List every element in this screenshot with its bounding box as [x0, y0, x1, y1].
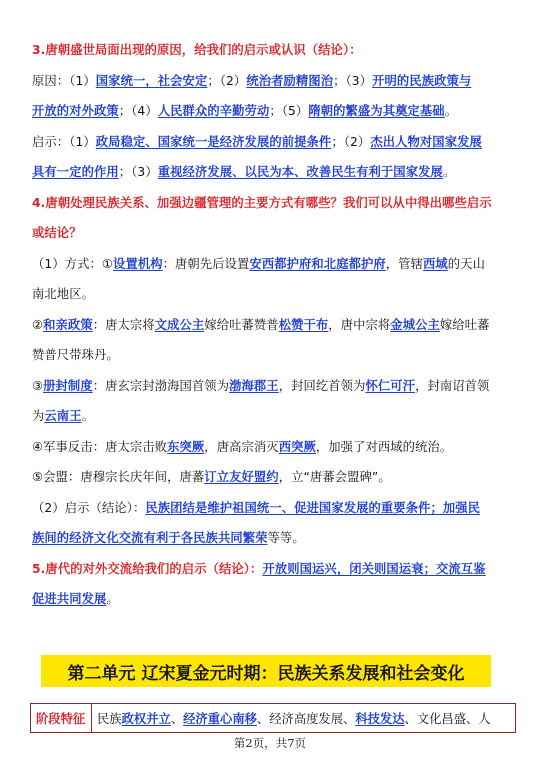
regimes-coexist: 政权并立: [121, 712, 171, 726]
q5-conclusion-1: 开放则国运兴，闭关则国运衰: [262, 562, 424, 576]
insight-num: （1）: [69, 135, 96, 149]
reason-1: 国家统一，社会安定: [95, 74, 208, 88]
insight-2a: 杰出人物对国家发展: [370, 135, 482, 149]
stage-feature-table: [30, 703, 516, 733]
reason-label: 原因：: [32, 74, 70, 88]
text: ：唐太宗将: [92, 318, 155, 332]
q5-line-1: [32, 561, 512, 577]
huairen-khan: 怀仁可汗: [365, 379, 416, 393]
protectorates: 安西都护府和北庭都护府: [249, 257, 386, 271]
q5-line-2: [32, 591, 512, 607]
sep: ；: [430, 501, 443, 515]
text: 等等。: [267, 531, 305, 545]
sep: ；: [118, 165, 132, 179]
reason-num: （4）: [131, 104, 158, 118]
unit-banner: [41, 655, 491, 687]
q4-title-line-2: 或结论？: [32, 226, 82, 240]
sep: ；: [269, 104, 282, 118]
q4-title-line-1: 4.唐朝处理民族关系、加强边疆管理的主要方式有哪些？我们可以从中得出哪些启示: [32, 196, 492, 210]
q3-title: 3.唐朝盛世局面出现的原因，给我们的启示或认识（结论）：: [32, 43, 362, 57]
insight-2b: 具有一定的作用: [32, 165, 119, 179]
reason-num: （2）: [219, 74, 247, 88]
text: ，唐中宗将: [328, 318, 391, 332]
q3-insight-line-2: [32, 164, 512, 180]
western-turks: 西突厥: [278, 440, 316, 454]
q3-insight-line-1: [32, 134, 512, 150]
reason-3b: 开放的对外政策: [32, 104, 119, 118]
text: 嫁给吐蕃: [439, 318, 490, 332]
princess-jincheng: 金城公主: [390, 318, 440, 332]
text: ，封南诏首领: [415, 379, 490, 393]
q3-reasons-line-2: [32, 103, 512, 119]
songtsen-gampo: 松赞干布: [278, 318, 329, 332]
text: ⑤会盟：唐穆宗长庆年间，唐蕃: [32, 470, 205, 484]
text: 的天山: [447, 257, 485, 271]
method-head: （1）方式：①: [32, 257, 114, 271]
q4-method-5: [32, 469, 512, 485]
q4-method-2-line-2: 赞普尺带珠丹。: [32, 348, 119, 362]
insight-3: 重视经济发展、以民为本、改善民生有利于国家发展: [157, 165, 443, 179]
sep: 。: [444, 104, 458, 118]
q4-conclusion-line-1: [32, 500, 512, 516]
insight-1: 政局稳定、国家统一是经济发展的前提条件: [95, 135, 332, 149]
insight-num: （3）: [131, 165, 158, 179]
sep: 。: [442, 165, 456, 179]
q4-method-1-line-1: [32, 256, 512, 272]
q5-conclusion-2b: 促进共同发展: [32, 592, 107, 606]
text: 嫁给吐蕃赞普: [204, 318, 279, 332]
princess-wencheng: 文成公主: [154, 318, 205, 332]
yunnan-king: 云南王: [44, 409, 82, 423]
reason-num: （5）: [281, 104, 309, 118]
q4-method-4: [32, 439, 512, 455]
text: ④军事反击：唐太宗击败: [32, 440, 168, 454]
text: 、: [170, 712, 184, 726]
tech-developed: 科技发达: [355, 712, 405, 726]
q4-method-3-line-1: [32, 378, 512, 394]
sep: 。: [106, 592, 119, 606]
sep: ；: [331, 135, 344, 149]
circled-num: ②: [32, 318, 44, 332]
conclusion-2b: 族间的经济文化交流有利于各民族共同繁荣: [32, 531, 268, 545]
insight-num: （2）: [343, 135, 371, 149]
western-regions: 西域: [423, 257, 448, 271]
sep: ；: [207, 74, 220, 88]
text: 为: [32, 409, 45, 423]
text: ：唐朝先后设置: [162, 257, 250, 271]
q4-conclusion-line-2: [32, 530, 512, 546]
sep: ；: [118, 104, 132, 118]
conclusion-2a: 加强民: [442, 501, 481, 515]
bohai-king: 渤海郡王: [229, 379, 279, 393]
method-2-key: 和亲政策: [43, 318, 93, 332]
reason-num: （1）: [69, 74, 96, 88]
conclusion-head: （2）启示（结论）：: [32, 501, 146, 515]
reason-num: （3）: [345, 74, 373, 88]
reason-2: 统治者励精图治: [246, 74, 334, 88]
unit-title: 第二单元 辽宋夏金元时期：民族关系发展和社会变化: [67, 663, 465, 684]
table-content-cell: [92, 704, 516, 733]
method-1-key: 设置机构: [113, 257, 163, 271]
text: 。: [81, 409, 95, 423]
circled-num: ③: [32, 379, 44, 393]
text: ，立“唐蕃会盟碑”。: [278, 470, 391, 484]
eastern-turks: 东突厥: [167, 440, 205, 454]
reason-5: 隋朝的繁盛为其奠定基础: [308, 104, 445, 118]
text: ，唐高宗消灭: [204, 440, 279, 454]
text: 、经济高度发展、: [256, 712, 356, 726]
text: ，封回纥首领为: [278, 379, 366, 393]
q5-conclusion-2a: 交流互鉴: [436, 562, 486, 576]
conclusion-1: 民族团结是维护祖国统一、促进国家发展的重要条件: [145, 501, 431, 515]
text: ，管辖: [385, 257, 423, 271]
alliance-treaty: 订立友好盟约: [204, 470, 279, 484]
table-row: [31, 704, 516, 733]
q3-reasons-line-1: [32, 73, 512, 89]
reason-4: 人民群众的辛勤劳动: [157, 104, 270, 118]
q5-title: 5.唐代的对外交流给我们的启示（结论）：: [32, 562, 263, 576]
text: ，加强了对西域的统治。: [315, 440, 453, 454]
q4-method-3-line-2: [32, 408, 512, 424]
economic-center-south: 经济重心南移: [183, 712, 257, 726]
method-3-key: 册封制度: [43, 379, 93, 393]
text: 民族: [97, 712, 122, 726]
text: 、文化昌盛、人: [404, 712, 491, 726]
q4-method-1-line-2: 南北地区。: [32, 287, 94, 301]
text: ：唐玄宗封渤海国首领为: [92, 379, 230, 393]
q4-method-2-line-1: [32, 317, 512, 333]
insight-label: 启示：: [32, 135, 70, 149]
page-footer: 第2页，共7页: [233, 736, 307, 750]
table-header-cell: 阶段特征: [31, 704, 92, 733]
reason-3a: 开明的民族政策与: [372, 74, 472, 88]
sep: ；: [423, 562, 437, 576]
sep: ；: [333, 74, 346, 88]
